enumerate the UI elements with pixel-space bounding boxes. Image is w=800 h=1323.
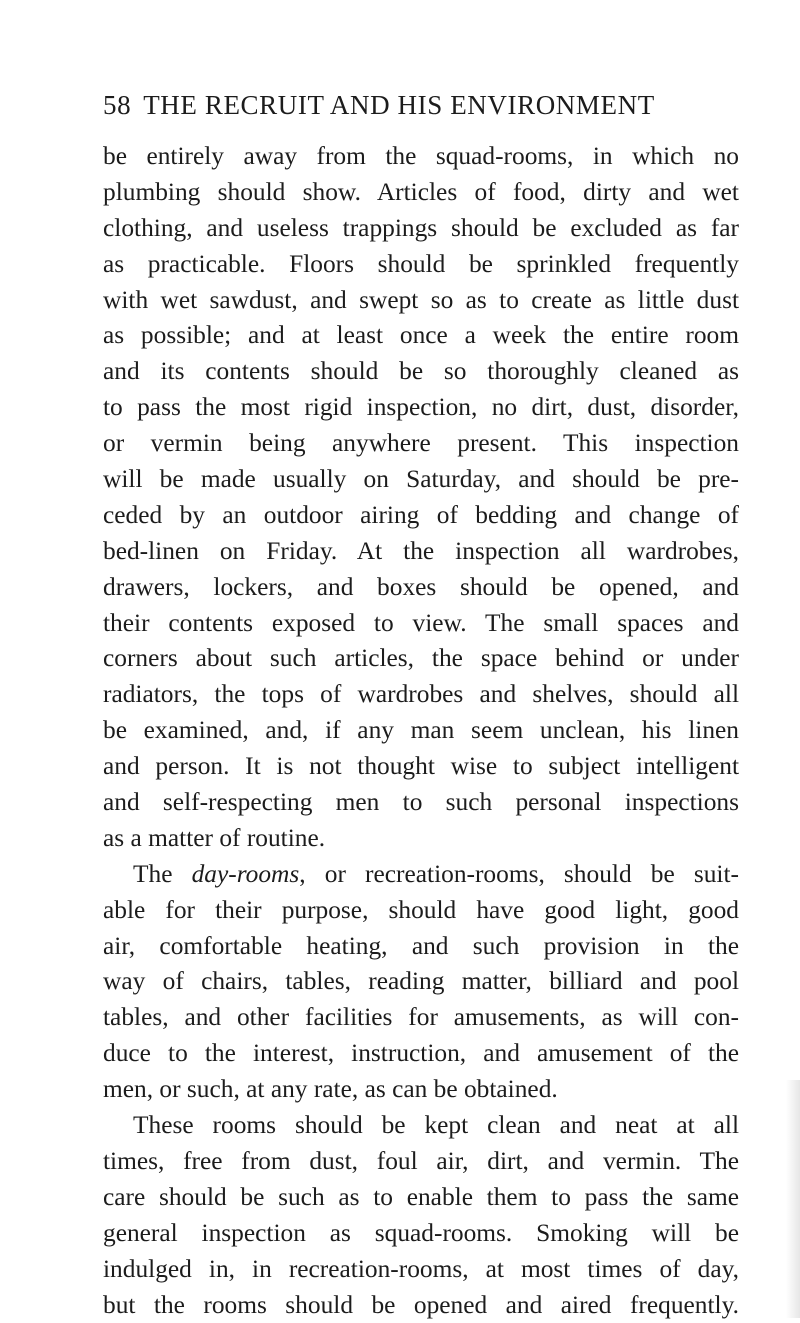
page-edge-shadow [786,1080,800,1318]
text-run: The [133,860,192,888]
text-line: bed-linen on Friday. At the inspection all wardrobes, [103,534,739,570]
text-line: as possible; and at least once a week the entire room [103,318,739,354]
text-line: and its contents should be so thoroughly cleaned as [103,354,739,390]
text-line: to pass the most rigid inspection, no dirt, dust, disorder, [103,390,739,426]
running-title: THE RECRUIT AND HIS ENVIRONMENT [143,90,655,120]
text-line: corners about such articles, the space behind or under [103,641,739,677]
text-line: with wet sawdust, and swept so as to create as little dust [103,283,739,319]
text-line: will be made usually on Saturday, and should be pre- [103,462,739,498]
text-run: , or recreation-rooms, should be suit- [299,860,739,888]
running-header [103,89,723,121]
text-line: indulged in, in recreation-rooms, at most times of day, [103,1252,739,1288]
text-line: but the rooms should be opened and aired frequently. [103,1288,739,1323]
text-line: as practicable. Floors should be sprinkled frequently [103,247,739,283]
text-line: as a matter of routine. [103,821,739,857]
text-line: way of chairs, tables, reading matter, billiard and pool [103,964,739,1000]
text-line: air, comfortable heating, and such provision in the [103,929,739,965]
text-line: drawers, lockers, and boxes should be opened, and [103,570,739,606]
text-line: and person. It is not thought wise to subject intelligent [103,749,739,785]
paragraph-first-line [103,857,739,893]
paragraph-first-line: These rooms should be kept clean and neat at all [103,1108,739,1144]
text-line: tables, and other facilities for amusements, as will con- [103,1000,739,1036]
text-line: and self-respecting men to such personal inspections [103,785,739,821]
italic-term: day-rooms [192,860,300,888]
page-number: 58 [103,90,131,120]
text-line: able for their purpose, should have good light, good [103,893,739,929]
text-line: care should be such as to enable them to pass the same [103,1180,739,1216]
text-line: radiators, the tops of wardrobes and shelves, should all [103,677,739,713]
text-line: clothing, and useless trappings should be excluded as far [103,211,739,247]
text-line: be examined, and, if any man seem unclean, his linen [103,713,739,749]
text-line: ceded by an outdoor airing of bedding and change of [103,498,739,534]
text-line: general inspection as squad-rooms. Smoking will be [103,1216,739,1252]
text-line: their contents exposed to view. The small spaces and [103,606,739,642]
text-line: be entirely away from the squad-rooms, in which no [103,139,739,175]
text-line: plumbing should show. Articles of food, dirty and wet [103,175,739,211]
text-line: men, or such, at any rate, as can be obtained. [103,1072,739,1108]
body-text [103,139,739,1323]
text-line: or vermin being anywhere present. This inspection [103,426,739,462]
text-line: duce to the interest, instruction, and amusement of the [103,1036,739,1072]
text-line: times, free from dust, foul air, dirt, and vermin. The [103,1144,739,1180]
